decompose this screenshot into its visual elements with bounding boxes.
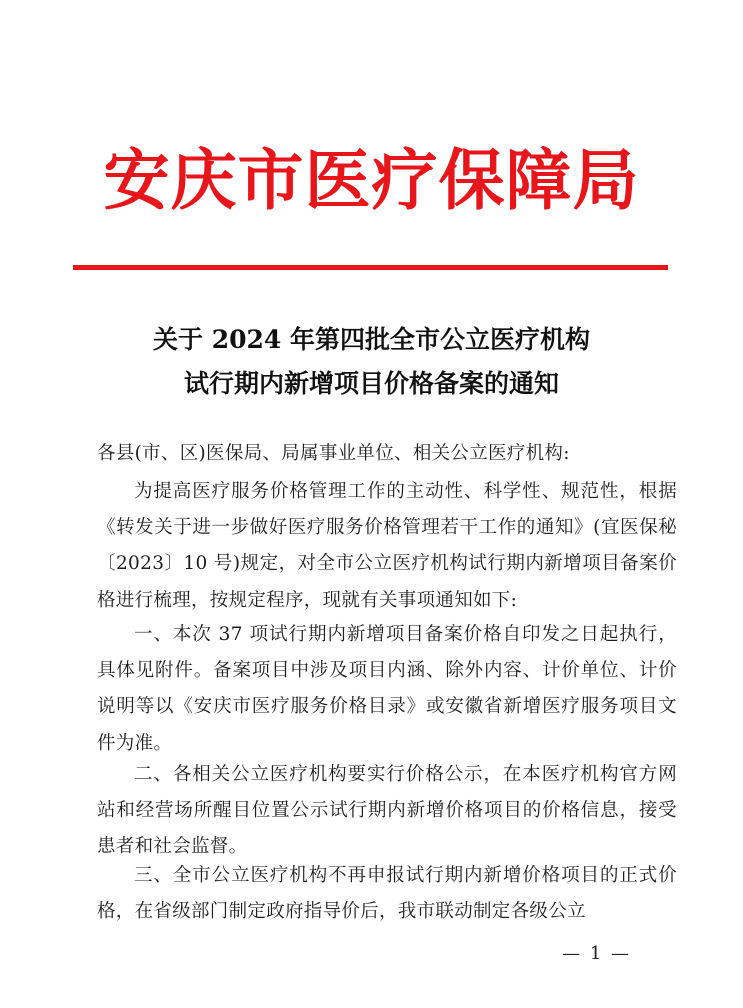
letterhead-red-rule	[73, 265, 668, 270]
page-number	[0, 943, 743, 964]
paragraph-3-text: 二、各相关公立医疗机构要实行价格公示，在本医疗机构官方网站和经营场所醒目位置公示试行期内新增价格项目的价格信息，接受患者和社会监督。	[97, 764, 677, 858]
salutation-text: 各县(市、区)医保局、局属事业单位、相关公立医疗机构:	[97, 443, 570, 464]
paragraph-2-text: 一、本次 37 项试行期内新增项目备案价格自印发之日起执行，具体见附件。备案项目中涉及项目内涵、除外内容、计价单位、计价说明等以《安庆市医疗服务价格目录》或安徽省新增医疗服务项目文件为准。	[97, 624, 677, 754]
paragraph-4	[97, 858, 677, 930]
letterhead-agency-name: 安庆市医疗保障局	[103, 141, 640, 219]
page-number-text: — 1 —	[562, 943, 631, 964]
paragraph-2	[97, 617, 677, 762]
paragraph-1-text: 为提高医疗服务价格管理工作的主动性、科学性、规范性，根据《转发关于进一步做好医疗服务价格管理若干工作的通知》(宜医保秘〔2023〕10 号)规定，对全市公立医疗机构试行期内新增项目备案价格进行梳理，按规定程序，现就有关事项通知如下:	[97, 481, 677, 611]
paragraph-3	[97, 757, 677, 866]
document-title-line-2: 试行期内新增项目价格备案的通知	[183, 369, 559, 398]
document-title-line-1: 关于 2024 年第四批全市公立医疗机构	[153, 325, 590, 354]
paragraph-4-text: 三、全市公立医疗机构不再申报试行期内新增价格项目的正式价格，在省级部门制定政府指导价后，我市联动制定各级公立	[97, 865, 677, 923]
salutation	[97, 436, 677, 472]
paragraph-1	[97, 474, 677, 619]
